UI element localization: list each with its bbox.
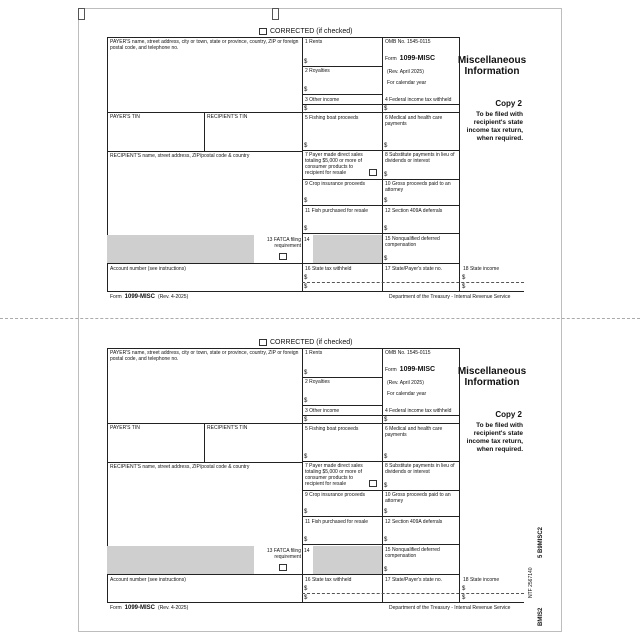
footer-form-name: 1099-MISC [124, 294, 156, 300]
grid-line [302, 233, 459, 234]
grid-line [302, 37, 303, 291]
grid-line [107, 462, 302, 463]
payer-info-label: PAYER'S name, street address, city or town, state or province, country, ZIP or foreign postal code, and telephone no. [110, 350, 299, 362]
dollar-sign: $ [304, 595, 308, 601]
dollar-sign: $ [462, 586, 466, 592]
corrected-checkbox[interactable] [259, 28, 267, 35]
state-row-divider [302, 593, 524, 594]
box-5-label: 5 Fishing boat proceeds [305, 115, 359, 121]
calendar-year-label: For calendar year [387, 391, 427, 397]
dollar-sign: $ [304, 106, 308, 112]
box-2-label: 2 Royalties [305, 68, 330, 74]
title-line-1: Miscellaneous [457, 55, 527, 66]
title-line-2: Information [464, 66, 520, 77]
box-3-label: 3 Other income [305, 408, 340, 414]
box-1-label: 1 Rents [305, 350, 323, 356]
grid-line [302, 544, 459, 545]
dollar-sign: $ [384, 537, 388, 543]
state-row-divider [302, 282, 524, 283]
grid-line [107, 574, 459, 575]
dollar-sign: $ [304, 398, 308, 404]
grid-line [107, 263, 459, 264]
box-15-label: 15 Nonqualified deferred compensation [385, 547, 440, 559]
copy-note: To be filed with recipient's state income tax return, when required. [466, 422, 523, 453]
grid-line [302, 516, 459, 517]
grid-line [302, 405, 382, 406]
dollar-sign: $ [304, 454, 308, 460]
revision: (Rev. April 2025) [387, 380, 424, 386]
footer-form-prefix: Form [110, 605, 122, 611]
box-2-label: 2 Royalties [305, 379, 330, 385]
dollar-sign: $ [304, 509, 308, 515]
side-ntf: NTF 2567140 [528, 567, 534, 598]
box-10-label: 10 Gross proceeds paid to an attorney [385, 492, 451, 504]
box-8-label: 8 Substitute payments in lieu of dividends or interest [385, 152, 455, 164]
grid-line [302, 377, 382, 378]
box-3-label: 3 Other income [305, 97, 340, 103]
box-6-label: 6 Medical and health care payments [385, 426, 443, 438]
dollar-sign: $ [384, 454, 388, 460]
calendar-year-label: For calendar year [387, 80, 427, 86]
recipient-address-label: RECIPIENT'S name, street address, ZIP/postal code & country [110, 153, 250, 159]
dollar-sign: $ [304, 275, 308, 281]
box-14-label: 14 [304, 548, 310, 554]
fatca-label: 13 FATCA filing requirement [266, 548, 301, 560]
revision: (Rev. April 2025) [387, 69, 424, 75]
form-number: 1099-MISC [399, 366, 436, 373]
dollar-sign: $ [384, 256, 388, 262]
dollar-sign: $ [384, 509, 388, 515]
footer-form [110, 605, 188, 611]
side-bmis: BMIS2 [538, 607, 544, 626]
dollar-sign: $ [462, 275, 466, 281]
dollar-sign: $ [462, 595, 466, 601]
title-line-2: Information [464, 377, 520, 388]
shaded-area [107, 235, 254, 263]
footer-revision: (Rev. 4-2025) [158, 605, 189, 611]
dollar-sign: $ [384, 226, 388, 232]
dollar-sign: $ [304, 87, 308, 93]
box-7-label: 7 Payer made direct sales totaling $5,000 or more of consumer products to recipient for resale [305, 152, 363, 176]
box-12-label: 12 Section 409A deferrals [385, 208, 443, 214]
form-copy-top [107, 27, 527, 300]
grid-line [107, 602, 524, 603]
dollar-sign: $ [304, 284, 308, 290]
grid-line [107, 348, 459, 349]
grid-line [302, 205, 459, 206]
box-17-label: 17 State/Payer's state no. [385, 266, 443, 272]
copy-note: To be filed with recipient's state income tax return, when required. [466, 111, 523, 142]
box-15-label: 15 Nonqualified deferred compensation [385, 236, 440, 248]
box-11-label: 11 Fish purchased for resale [305, 208, 368, 214]
grid-line [302, 94, 382, 95]
side-codes [528, 498, 552, 628]
box-10-label: 10 Gross proceeds paid to an attorney [385, 181, 451, 193]
box-12-label: 12 Section 409A deferrals [385, 519, 443, 525]
dollar-sign: $ [384, 198, 388, 204]
box-18-label: 18 State income [463, 577, 500, 583]
footer-revision: (Rev. 4-2025) [158, 294, 189, 300]
payer-info-label: PAYER'S name, street address, city or town, state or province, country, ZIP or foreign postal code, and telephone no. [110, 39, 299, 51]
grid-line [107, 151, 302, 152]
box-16-label: 16 State tax withheld [305, 266, 352, 272]
dollar-sign: $ [384, 172, 388, 178]
grid-line [302, 150, 459, 151]
side-code: 5 B9MISC2 [538, 526, 544, 558]
fatca-label: 13 FATCA filing requirement [266, 237, 301, 249]
title-line-1: Miscellaneous [457, 366, 527, 377]
form-name [385, 367, 435, 373]
grid-line [302, 66, 382, 67]
dollar-sign: $ [384, 143, 388, 149]
perforation-line [0, 318, 640, 319]
middle-corner-tab [272, 8, 279, 20]
dollar-sign: $ [384, 483, 388, 489]
account-number-label: Account number (see instructions) [110, 266, 186, 272]
corrected-label: CORRECTED (if checked) [270, 339, 353, 346]
grid-line [382, 348, 383, 602]
dollar-sign: $ [304, 226, 308, 232]
grid-line [302, 415, 459, 416]
box-8-label: 8 Substitute payments in lieu of dividends or interest [385, 463, 455, 475]
grid-line [302, 461, 459, 462]
box-1-label: 1 Rents [305, 39, 323, 45]
grid-line [302, 490, 459, 491]
fatca-checkbox[interactable] [279, 564, 287, 571]
dollar-sign: $ [304, 417, 308, 423]
recipient-tin-label: RECIPIENT'S TIN [207, 114, 248, 120]
grid-line [204, 112, 205, 151]
grid-line [302, 104, 459, 105]
grid-line [302, 179, 459, 180]
dollar-sign: $ [304, 198, 308, 204]
form-name [385, 56, 435, 62]
grid-line [382, 37, 383, 291]
footer-form-name: 1099-MISC [124, 605, 156, 611]
box-11-label: 11 Fish purchased for resale [305, 519, 368, 525]
payer-tin-label: PAYER'S TIN [110, 114, 140, 120]
dollar-sign: $ [304, 370, 308, 376]
account-number-label: Account number (see instructions) [110, 577, 186, 583]
shaded-area [313, 546, 382, 574]
dollar-sign: $ [384, 106, 388, 112]
box-4-label: 4 Federal income tax withheld [385, 97, 452, 103]
box-5-label: 5 Fishing boat proceeds [305, 426, 359, 432]
form-number: 1099-MISC [399, 55, 436, 62]
corrected-label: CORRECTED (if checked) [270, 28, 353, 35]
grid-line [107, 112, 459, 113]
recipient-address-label: RECIPIENT'S name, street address, ZIP/postal code & country [110, 464, 250, 470]
dollar-sign: $ [384, 417, 388, 423]
dollar-sign: $ [304, 143, 308, 149]
footer-form-prefix: Form [110, 294, 122, 300]
box-9-label: 9 Crop insurance proceeds [305, 492, 366, 498]
box-6-label: 6 Medical and health care payments [385, 115, 443, 127]
form-prefix: Form [385, 56, 397, 62]
form-copy-bottom [107, 338, 527, 611]
form-prefix: Form [385, 367, 397, 373]
copy-label: Copy 2 [495, 99, 522, 108]
grid-line [302, 348, 303, 602]
box-7-checkbox[interactable] [369, 480, 377, 487]
footer-form [110, 294, 188, 300]
grid-line [107, 291, 524, 292]
omb-number: OMB No. 1545-0115 [385, 350, 431, 356]
recipient-tin-label: RECIPIENT'S TIN [207, 425, 248, 431]
footer-department: Department of the Treasury - Internal Revenue Service [389, 294, 511, 300]
shaded-area [313, 235, 382, 263]
box-9-label: 9 Crop insurance proceeds [305, 181, 366, 187]
corrected-checkbox[interactable] [259, 339, 267, 346]
box-17-label: 17 State/Payer's state no. [385, 577, 443, 583]
shaded-area [107, 546, 254, 574]
grid-line [204, 423, 205, 462]
box-18-label: 18 State income [463, 266, 500, 272]
box-14-label: 14 [304, 237, 310, 243]
copy-label: Copy 2 [495, 410, 522, 419]
grid-line [107, 37, 459, 38]
box-7-label: 7 Payer made direct sales totaling $5,000 or more of consumer products to recipient for resale [305, 463, 363, 487]
omb-number: OMB No. 1545-0115 [385, 39, 431, 45]
dollar-sign: $ [462, 284, 466, 290]
dollar-sign: $ [304, 586, 308, 592]
grid-line [107, 423, 459, 424]
footer-department: Department of the Treasury - Internal Revenue Service [389, 605, 511, 611]
left-corner-tab [78, 8, 85, 20]
dollar-sign: $ [384, 567, 388, 573]
box-7-checkbox[interactable] [369, 169, 377, 176]
payer-tin-label: PAYER'S TIN [110, 425, 140, 431]
box-16-label: 16 State tax withheld [305, 577, 352, 583]
dollar-sign: $ [304, 59, 308, 65]
fatca-checkbox[interactable] [279, 253, 287, 260]
dollar-sign: $ [304, 537, 308, 543]
box-4-label: 4 Federal income tax withheld [385, 408, 452, 414]
